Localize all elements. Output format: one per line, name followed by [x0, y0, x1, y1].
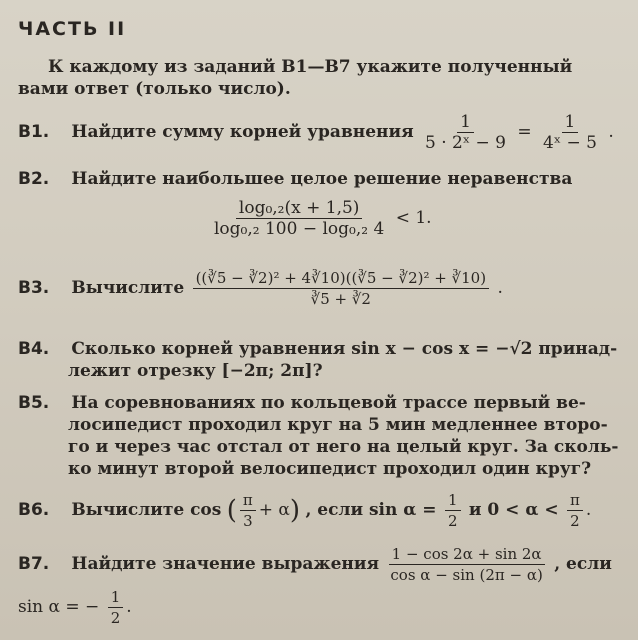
task-line: ко минут второй велосипедист проходил один круг? — [68, 459, 592, 479]
fraction-arg — [240, 490, 256, 531]
denominator: 2 — [447, 512, 458, 530]
task-label: B7. — [18, 554, 50, 574]
task-text: Вычислите — [71, 278, 185, 298]
fraction-rhs — [540, 112, 600, 153]
relation: < 1. — [395, 208, 432, 228]
intro-text: К каждому из заданий B1—B7 укажите полученный вами ответ (только число). — [18, 57, 573, 99]
condition-text: sin α = − — [18, 597, 100, 617]
denominator: log₀,₂ 100 − log₀,₂ 4 — [214, 219, 385, 239]
equals-sign: = — [517, 122, 532, 142]
denominator: 5 · 2ˣ − 9 — [425, 133, 506, 153]
task-line: го и через час отстал от него на целый круг. За сколь- — [68, 437, 619, 457]
task-line: лежит отрезку [−2π; 2π]? — [68, 361, 323, 381]
task-b2 — [18, 168, 628, 239]
task-text: Найдите сумму корней уравнения — [71, 122, 414, 142]
task-label: B5. — [18, 393, 50, 413]
fraction-sin — [108, 587, 124, 628]
task-line: Сколько корней уравнения sin x − cos x = −√2 принад- — [71, 339, 618, 359]
condition-text: , если — [554, 554, 612, 574]
section-title: ЧАСТЬ II — [18, 18, 127, 40]
numerator: 1 — [562, 112, 579, 133]
numerator: 1 — [108, 587, 124, 608]
numerator: log₀,₂(x + 1,5) — [236, 198, 363, 219]
right-paren: ) — [289, 495, 301, 526]
task-b6 — [18, 490, 628, 531]
denominator: 2 — [110, 609, 121, 627]
fraction-expression — [387, 544, 545, 585]
task-b1 — [18, 112, 628, 153]
task-text: Найдите значение выражения — [71, 554, 379, 574]
task-label: B6. — [18, 500, 50, 520]
task-b7 — [18, 544, 628, 628]
task-text: Найдите наибольшее целое решение неравенства — [71, 169, 573, 189]
left-paren: ( — [226, 495, 237, 526]
arg-tail: + α — [258, 500, 290, 520]
task-label: B1. — [18, 122, 50, 142]
fraction-log — [211, 198, 387, 239]
fraction-sin — [445, 490, 461, 531]
task-label: B3. — [18, 278, 50, 298]
task-line: На соревнованиях по кольцевой трассе первый ве- — [71, 393, 586, 413]
period: . — [497, 278, 503, 298]
denominator: cos α − sin (2π − α) — [390, 566, 543, 584]
task-b5 — [18, 392, 628, 480]
numerator: 1 — [445, 490, 461, 511]
numerator: 1 − cos 2α + sin 2α — [389, 544, 545, 565]
numerator: π — [240, 490, 256, 511]
task-label: B4. — [18, 339, 50, 359]
task-b3 — [18, 268, 628, 309]
task-b4 — [18, 338, 628, 382]
fraction-lhs — [422, 112, 509, 153]
fraction-bound — [567, 490, 583, 531]
denominator: 4ˣ − 5 — [543, 133, 597, 153]
condition-text: , если sin α = — [305, 500, 437, 520]
denominator: ∛5 + ∛2 — [310, 290, 371, 308]
denominator: 2 — [570, 512, 580, 530]
period: . — [126, 597, 132, 617]
task-text: Вычислите cos — [71, 500, 222, 520]
condition-text: и 0 < α < — [468, 500, 559, 520]
numerator: π — [567, 490, 583, 511]
period: . — [608, 122, 614, 142]
fraction-radicals — [193, 268, 490, 309]
period: . — [585, 500, 592, 520]
numerator: 1 — [457, 112, 474, 133]
task-label: B2. — [18, 169, 50, 189]
task-line: лосипедист проходил круг на 5 мин медленнее второ- — [68, 415, 608, 435]
numerator: ((∛5 − ∛2)² + 4∛10)((∛5 − ∛2)² + ∛10) — [193, 268, 490, 289]
denominator: 3 — [243, 512, 253, 530]
